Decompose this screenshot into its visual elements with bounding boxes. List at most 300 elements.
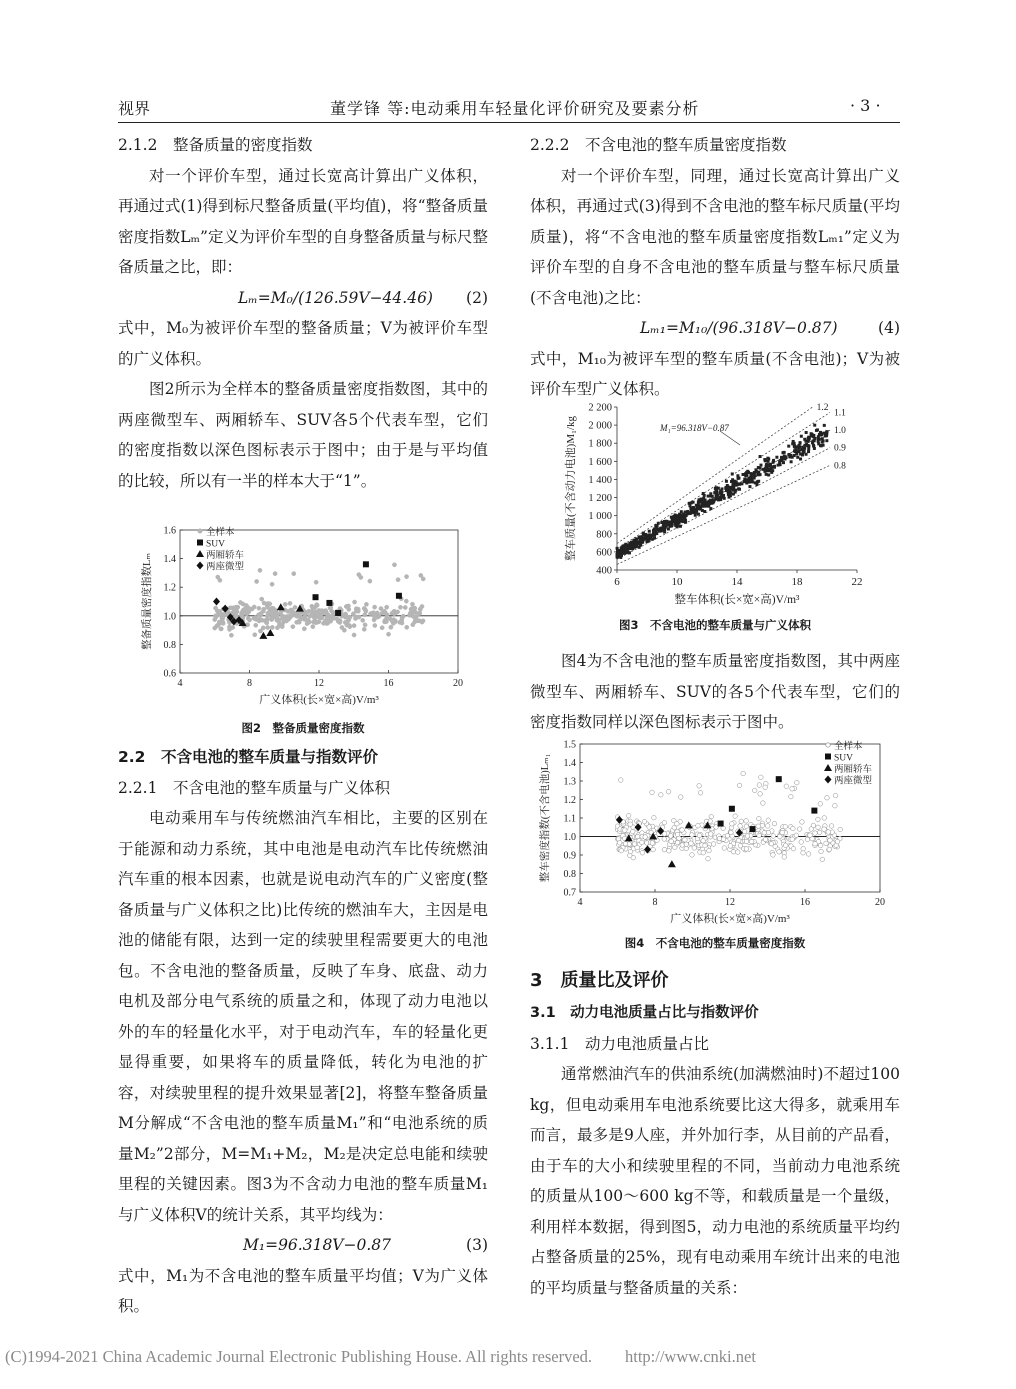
- data-point: [740, 482, 743, 485]
- sample-point: [261, 626, 265, 630]
- data-point: [679, 520, 682, 523]
- data-point: [703, 510, 706, 513]
- sample-point: [672, 825, 677, 830]
- data-point: [808, 437, 811, 440]
- data-point: [706, 504, 709, 507]
- sample-point: [818, 843, 823, 848]
- sample-point: [310, 613, 314, 617]
- data-point: [768, 464, 771, 467]
- data-point: [757, 466, 760, 469]
- sample-point: [404, 575, 408, 579]
- sample-point: [257, 606, 261, 610]
- figure-2-chart: [140, 518, 480, 718]
- data-point: [797, 450, 800, 453]
- sample-point: [728, 844, 733, 849]
- sample-point: [722, 846, 727, 851]
- sample-point: [690, 833, 695, 838]
- data-point: [813, 437, 816, 440]
- data-point: [689, 507, 692, 510]
- sample-point: [385, 605, 389, 609]
- right-column-lower: [530, 964, 900, 1303]
- equation-number: (4): [878, 319, 900, 337]
- data-point: [648, 530, 651, 533]
- sample-point: [643, 835, 648, 840]
- sample-point: [741, 771, 746, 776]
- sample-point: [789, 794, 794, 799]
- sample-point: [227, 627, 231, 631]
- data-point: [807, 450, 810, 453]
- sample-point: [635, 834, 640, 839]
- data-point: [813, 447, 816, 450]
- sample-point: [742, 829, 747, 834]
- y-tick-label: 400: [596, 565, 612, 577]
- representative-point: [668, 860, 676, 867]
- equation-body: Lₘ=M₀/(126.59V−44.46): [238, 288, 433, 307]
- data-point: [759, 455, 762, 458]
- sample-point: [618, 778, 623, 783]
- data-point: [769, 469, 772, 472]
- sample-point: [386, 632, 390, 636]
- sample-point: [220, 616, 224, 620]
- heading-2-2: 2.2 不含电池的整车质量与指数评价: [118, 748, 378, 766]
- sample-point: [690, 853, 695, 858]
- sample-point: [739, 819, 744, 824]
- sample-point: [766, 818, 771, 823]
- data-point: [711, 495, 714, 498]
- data-point: [798, 442, 801, 445]
- y-tick-label: 1 800: [588, 438, 612, 450]
- legend-label: 全样本: [834, 742, 863, 752]
- sample-point: [343, 612, 347, 616]
- data-point: [702, 492, 705, 495]
- data-point: [678, 513, 681, 516]
- representative-point: [729, 806, 735, 812]
- figure-3-chart: [560, 390, 880, 610]
- data-point: [813, 424, 816, 427]
- sample-point: [364, 602, 368, 606]
- sample-point: [368, 579, 372, 583]
- sample-point: [260, 597, 264, 601]
- sample-point: [759, 775, 764, 780]
- data-point: [798, 445, 801, 448]
- data-point: [721, 487, 724, 490]
- data-point: [805, 431, 808, 434]
- sample-point: [622, 828, 627, 833]
- fit-line-label: 1.2: [816, 403, 829, 413]
- y-tick-label: 1.2: [163, 582, 176, 594]
- data-point: [715, 491, 718, 494]
- sample-point: [306, 618, 310, 622]
- equation-body: Lₘ₁=M₁₀/(96.318V−0.87): [640, 319, 838, 337]
- data-point: [721, 496, 724, 499]
- sample-point: [675, 832, 680, 837]
- sample-point: [352, 624, 356, 628]
- fit-line-label: 1.1: [834, 408, 846, 419]
- data-point: [752, 476, 755, 479]
- sample-point: [680, 843, 685, 848]
- data-point: [778, 460, 781, 463]
- sample-point: [824, 841, 829, 846]
- legend-marker: [198, 529, 202, 533]
- data-point: [691, 511, 694, 514]
- sample-point: [330, 609, 334, 613]
- sample-point: [711, 842, 716, 847]
- data-point: [743, 478, 746, 481]
- sample-point: [696, 823, 701, 828]
- data-point: [824, 435, 827, 438]
- representative-point: [335, 610, 341, 616]
- data-point: [790, 460, 793, 463]
- sample-point: [838, 827, 843, 832]
- data-point: [638, 536, 641, 539]
- sample-point: [338, 619, 342, 623]
- sample-point: [343, 620, 347, 624]
- sample-point: [396, 578, 400, 582]
- data-point: [642, 533, 645, 536]
- sample-point: [794, 833, 799, 838]
- sample-point: [373, 605, 377, 609]
- sample-point: [790, 786, 795, 791]
- sample-point: [401, 614, 405, 618]
- sample-point: [703, 843, 708, 848]
- sample-point: [413, 606, 417, 610]
- x-tick-label: 4: [177, 678, 183, 689]
- data-point: [626, 550, 629, 553]
- data-point: [822, 439, 825, 442]
- data-point: [748, 481, 751, 484]
- data-point: [765, 473, 768, 476]
- sample-point: [258, 568, 262, 572]
- sample-point: [291, 625, 295, 629]
- data-point: [709, 507, 712, 510]
- heading-2-2-1: 2.2.1 不含电池的整车质量与广义体积: [118, 778, 390, 797]
- sample-point: [281, 616, 285, 620]
- data-point: [681, 514, 684, 517]
- sample-point: [692, 846, 697, 851]
- data-point: [780, 457, 783, 460]
- y-tick-label: 0.8: [563, 869, 576, 880]
- sample-point: [730, 821, 735, 826]
- sample-point: [627, 853, 632, 858]
- data-point: [676, 523, 679, 526]
- data-point: [667, 523, 670, 526]
- sample-point: [323, 619, 327, 623]
- sample-point: [214, 614, 218, 618]
- sample-point: [260, 618, 264, 622]
- legend-label: 两厢轿车: [834, 765, 873, 775]
- legend-label: SUV: [834, 753, 854, 764]
- sample-point: [362, 627, 366, 631]
- y-tick-label: 1.0: [163, 611, 176, 623]
- sample-point: [805, 837, 810, 842]
- sample-point: [733, 814, 738, 819]
- sample-point: [270, 625, 274, 629]
- data-point: [807, 447, 810, 450]
- sample-point: [266, 625, 270, 629]
- y-axis-label: 整备质量密度指数Lₘ: [142, 553, 153, 650]
- fit-line-label: 1.0: [834, 426, 846, 437]
- sample-point: [303, 610, 307, 614]
- y-axis-label: 整车质量(不含动力电池)M₁/kg: [565, 416, 577, 561]
- sample-point: [817, 830, 822, 835]
- sample-point: [270, 582, 274, 586]
- paragraph: 电动乘用车与传统燃油汽车相比，主要的区别在于能源和动力系统，其中电池是电动汽车比传统燃油汽车重的根本因素，也就是说电动汽车的广义密度(整备质量与广义体积之比)比传统的燃油车大，主因是电池的储能有限，达到一定的续驶里程需要更大的电池包。不含电池的整备质量，反映了车身、底盘、动力电机及部分电气系统的质量之和，体现了动力电池以外的车的轻量化水平，对于电动汽车，车的轻量化更显得重要，如果将车的质量降低，转化为电池的扩容，对续驶里程的提升效果显著[2]，将整车整备质量M分解成“不含电池的整车质量M₁”和“电池系统的质量M₂”2部分，M=M₁+M₂，M₂是决定总电能和续驶里程的关键因素。图3为不含动力电池的整车质量M₁与广义体积V的统计关系，其平均线为：: [118, 809, 488, 1224]
- sample-point: [297, 620, 301, 624]
- sample-point: [784, 784, 789, 789]
- sample-point: [662, 837, 667, 842]
- sample-point: [283, 602, 287, 606]
- data-point: [652, 532, 655, 535]
- sample-point: [790, 837, 795, 842]
- sample-point: [414, 615, 418, 619]
- data-point: [793, 445, 796, 448]
- fit-line-label: 0.8: [834, 461, 846, 472]
- sample-point: [706, 856, 711, 861]
- data-point: [685, 514, 688, 517]
- data-point: [670, 516, 673, 519]
- sample-point: [273, 572, 277, 576]
- x-tick-label: 8: [652, 897, 658, 908]
- sample-point: [816, 825, 821, 830]
- sample-point: [808, 833, 813, 838]
- sample-point: [680, 828, 685, 833]
- sample-point: [415, 619, 419, 623]
- paragraph: 对一个评价车型，同理，通过长宽高计算出广义体积，再通过式(3)得到不含电池的整车标尺质量(平均质量)，将“不含电池的整车质量密度指数Lₘ₁”定义为评价车型的自身不含电池的整车质量与整车标尺质量(不含电池)之比：: [530, 166, 900, 307]
- x-tick-label: 14: [731, 576, 743, 588]
- x-tick-label: 6: [614, 576, 620, 588]
- x-tick-label: 16: [800, 897, 810, 908]
- y-tick-label: 1.6: [163, 525, 176, 537]
- data-point: [772, 459, 775, 462]
- x-axis-label: 整车体积(长×宽×高)V/m³: [674, 594, 800, 606]
- sample-point: [647, 825, 652, 830]
- data-point: [791, 442, 794, 445]
- data-point: [663, 531, 666, 534]
- sample-point: [794, 780, 799, 785]
- sample-point: [662, 820, 667, 825]
- sample-point: [744, 847, 749, 852]
- sample-point: [410, 602, 414, 606]
- sample-point: [783, 843, 788, 848]
- data-point: [745, 474, 748, 477]
- sample-point: [259, 611, 263, 615]
- sample-point: [408, 611, 412, 615]
- data-point: [825, 430, 828, 433]
- sample-point: [348, 625, 352, 629]
- sample-point: [744, 839, 749, 844]
- y-tick-label: 0.9: [563, 850, 576, 862]
- sample-point: [380, 626, 384, 630]
- data-point: [810, 432, 813, 435]
- sample-point: [275, 613, 279, 617]
- y-tick-label: 1 600: [588, 456, 612, 468]
- sample-point: [806, 852, 811, 857]
- data-point: [694, 508, 697, 511]
- sample-point: [317, 609, 321, 613]
- sample-point: [288, 601, 292, 605]
- data-point: [635, 542, 638, 545]
- paragraph: 式中，M₁为不含电池的整车质量平均值；V为广义体积。: [118, 1266, 488, 1315]
- data-point: [800, 435, 803, 438]
- y-tick-label: 0.6: [163, 668, 176, 680]
- y-tick-label: 1.2: [563, 795, 576, 806]
- sample-point: [689, 841, 694, 846]
- data-point: [717, 498, 720, 501]
- data-point: [820, 444, 823, 447]
- heading-3-1: 3.1 动力电池质量占比与指数评价: [530, 1005, 759, 1021]
- sample-point: [405, 625, 409, 629]
- data-point: [728, 496, 731, 499]
- data-point: [647, 539, 650, 542]
- sample-point: [243, 607, 247, 611]
- data-point: [757, 471, 760, 474]
- sample-point: [220, 612, 224, 616]
- sample-point: [783, 824, 788, 829]
- sample-point: [822, 827, 827, 832]
- x-tick-label: 22: [851, 576, 863, 588]
- sample-point: [772, 821, 777, 826]
- sample-point: [294, 612, 298, 616]
- fit-equation-label: M₁=96.318V−0.87: [660, 423, 729, 433]
- sample-point: [765, 824, 770, 829]
- sample-point: [827, 847, 832, 852]
- sample-point: [791, 826, 796, 831]
- sample-point: [811, 823, 816, 828]
- data-point: [686, 510, 689, 513]
- equation-3: [118, 1230, 488, 1261]
- data-point: [766, 457, 769, 460]
- data-point: [701, 502, 704, 505]
- y-tick-label: 1 400: [588, 474, 612, 486]
- sample-point: [757, 816, 762, 821]
- sample-point: [640, 850, 645, 855]
- sample-point: [666, 789, 671, 794]
- sample-point: [835, 839, 840, 844]
- sample-point: [744, 819, 749, 824]
- x-axis-label: 广义体积(长×宽×高)V/m³: [259, 694, 379, 706]
- data-point: [803, 444, 806, 447]
- sample-point: [246, 623, 250, 627]
- sample-point: [277, 620, 281, 624]
- sample-point: [662, 847, 667, 852]
- data-point: [680, 517, 683, 520]
- data-point: [653, 536, 656, 539]
- sample-point: [392, 610, 396, 614]
- sample-point: [825, 795, 830, 800]
- data-point: [726, 484, 729, 487]
- data-point: [795, 452, 798, 455]
- sample-point: [617, 840, 622, 845]
- data-point: [796, 456, 799, 459]
- sample-point: [818, 802, 823, 807]
- data-point: [787, 445, 790, 448]
- y-tick-label: 2 000: [588, 420, 612, 432]
- y-tick-label: 0.8: [163, 639, 176, 651]
- data-point: [822, 432, 825, 435]
- legend-label: SUV: [206, 539, 226, 550]
- sample-point: [801, 846, 806, 851]
- sample-point: [701, 838, 706, 843]
- data-point: [764, 459, 767, 462]
- sample-point: [736, 838, 741, 843]
- data-point: [759, 464, 762, 467]
- sample-point: [403, 605, 407, 609]
- sample-point: [361, 618, 365, 622]
- x-tick-label: 12: [725, 897, 735, 908]
- data-point: [622, 548, 625, 551]
- x-tick-label: 20: [453, 678, 463, 689]
- data-point: [657, 522, 660, 525]
- sample-point: [652, 815, 657, 820]
- y-tick-label: 2 200: [588, 402, 612, 414]
- sample-point: [675, 840, 680, 845]
- sample-point: [246, 616, 250, 620]
- equation-body: M₁=96.318V−0.87: [243, 1236, 391, 1254]
- data-point: [638, 539, 641, 542]
- sample-point: [769, 841, 774, 846]
- sample-point: [262, 607, 266, 611]
- sample-point: [777, 849, 782, 854]
- representative-point: [776, 776, 782, 782]
- sample-point: [635, 845, 640, 850]
- sample-point: [413, 610, 417, 614]
- data-point: [781, 451, 784, 454]
- y-axis-label: 整车密度指数(不含电池)Lₘ₁: [540, 753, 551, 883]
- sample-point: [668, 834, 673, 839]
- sample-point: [630, 829, 635, 834]
- heading-2-1-2: 2.1.2 整备质量的密度指数: [118, 136, 313, 154]
- data-point: [616, 555, 619, 558]
- sample-point: [353, 616, 357, 620]
- data-point: [620, 554, 623, 557]
- fit-line: [617, 448, 830, 559]
- equation-number: (3): [466, 1236, 488, 1254]
- sample-point: [289, 608, 293, 612]
- y-tick-label: 600: [596, 547, 612, 559]
- sample-point: [388, 617, 392, 621]
- x-tick-label: 8: [247, 678, 252, 689]
- sample-point: [254, 623, 258, 627]
- data-point: [765, 463, 768, 466]
- sample-point: [752, 788, 757, 793]
- annotation-leader: [720, 431, 740, 445]
- data-point: [731, 472, 734, 475]
- legend-marker: [197, 562, 204, 570]
- sample-point: [829, 824, 834, 829]
- sample-point: [757, 783, 762, 788]
- data-point: [762, 468, 765, 471]
- data-point: [779, 463, 782, 466]
- sample-point: [268, 610, 272, 614]
- right-column: [530, 130, 900, 405]
- sample-point: [393, 619, 397, 623]
- sample-point: [245, 612, 249, 616]
- data-point: [825, 439, 828, 442]
- right-column-mid: [530, 646, 900, 738]
- sample-point: [302, 627, 306, 631]
- sample-point: [800, 820, 805, 825]
- data-point: [646, 535, 649, 538]
- data-point: [811, 441, 814, 444]
- legend-label: 全样本: [206, 528, 235, 538]
- sample-point: [650, 790, 655, 795]
- sample-point: [678, 795, 683, 800]
- heading-3-1-1: 3.1.1 动力电池质量占比: [530, 1034, 709, 1053]
- sample-point: [364, 609, 368, 613]
- sample-point: [820, 857, 825, 862]
- sample-point: [313, 605, 317, 609]
- sample-point: [813, 841, 818, 846]
